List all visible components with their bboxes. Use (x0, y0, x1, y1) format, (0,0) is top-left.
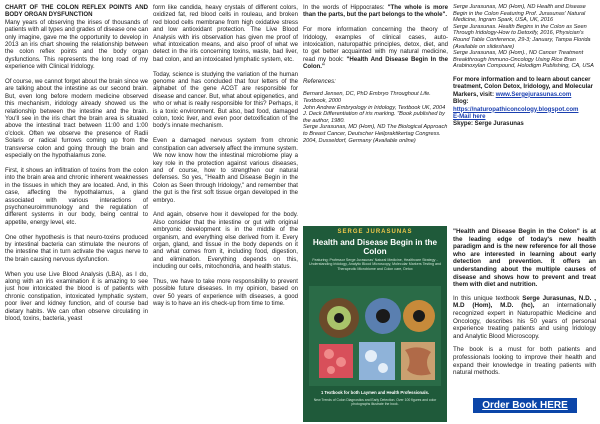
website-link[interactable]: www.Sergejurasunas.com (495, 90, 572, 98)
reference-item: J. Deck Differentiation of iris marking. "Book published by the author, 1980. (303, 111, 445, 124)
reference-item: Bernard Jensen, DC, PhD Embryo Throughout Life. Textbook, 2000 (303, 91, 431, 105)
promo-paragraph (453, 295, 596, 341)
paragraph: Today, science is studying the variation of the human genome and has concluded that four letters of the alphabet of the gene ACGT are responsible for disease and cancer. But, what about epigenetics, and who or what is really responsible for this? Perhaps, it is a toxic environment. But also, bad food, damaged colon, toxic liver, and even poor detoxification of the body's innate mechanism. (153, 70, 298, 130)
cover-author: SERGE JURASUNAS (337, 229, 413, 235)
promo-lead: "Health and Disease Begin in the Colon" is at the leading edge of today's new health paradigm and is the new reference for all those who are interested in learning about early detection and prevention. It offers an understanding about the multiple causes of disease and shows how to prevent and treat them with diet and nutrition. (453, 228, 596, 289)
blog-label: Blog: (453, 98, 469, 106)
paragraph: Even a damaged nervous system from chronic constipation can adversely affect the immune system. We now know how the intestinal microbiome play a key role in the protection against various diseases, and of course, how to strengthen our natural defenses. So yes, "Health and Disease Begin in the Colon as Seen through Iridology," and remember that the gut is the first soft tissue organ developed in the embryo. (153, 137, 298, 204)
reference-item: Serge Jurasunas, MD (Hom), ND Health and Disease Begin in the Colon Featuring Prof. Jurasunas' Natural Medicine, Ingram Spark, USA, UK, 2016 (453, 4, 586, 24)
cover-illustration (309, 286, 441, 386)
article-column-4 (453, 4, 596, 128)
paragraph-lead: For more information concerning the theory of Iridology, examples of clinical cases, auto-intoxication, naturopathic principles, detox, diet, and to get better acquainted with my natural medicine, read my book: (303, 26, 448, 63)
more-info-label: For more information and to learn about cancer treatment, Colon Detox, Iridology, and Molecular Markers, visit: (453, 75, 594, 98)
references-list (303, 91, 448, 144)
paragraph: One other hypothesis is that neuro-toxins produced by intestinal bacteria can stimulate the neurons of the intestine that in turn activate the vagus nerve to the brain causing nervous dysfunction. (5, 233, 148, 263)
paragraph: form like candida, heavy crystals of different colors, oxidized fat, red blood cells in rouleau, and broken red blood cells membrane from high oxidative stress and low antioxidant protection. The Live Blood Analysis with iris observation has given me proof of what intoxication means, and also proof of what we detect in the iris concerning toxins, waste, bad liver, bad colon, and an intoxicated lymphatic system, etc. (153, 4, 298, 63)
references-list (453, 4, 596, 70)
blog-link[interactable]: https://naturopathiconcology.blogspot.com (453, 105, 579, 113)
microscopy-image (359, 342, 395, 380)
paragraph: When you use Live Blood Analysis (LBA), as I do, along with an iris examination it is amazing to see just how intoxicated the blood is of patients with chronic constipation, intoxicated lymphatic system, poor liver and kidney function, and of course bad dietary habits. We can often observe circulating in blood, toxins, bacteria, yeast (5, 270, 148, 322)
book-title: "Health And Disease Begin In the Colon." (303, 55, 449, 71)
promo-text: In this unique textbook (453, 294, 523, 302)
reference-item: John Andrew Embryology in Iridology, Textbook UK, 2004 (303, 104, 446, 111)
contact-block (453, 76, 596, 128)
reference-item: Serge Jurasunas. Health Begins in the Colon as Seen Through Iridology-How to Detoxify, 2016, Physician's Round Table Conference, 29-3; January, Tampa Florida (Available on slideshare) (453, 23, 591, 50)
paragraph (303, 26, 448, 70)
promo-paragraph (453, 228, 596, 289)
section-heading: CHART OF THE COLON REFLEX POINTS AND BODY ORGAN DYSFUNCTION (5, 4, 148, 19)
cover-title: Health and Disease Begin in the Colon (312, 238, 438, 256)
more-info-text (453, 76, 596, 98)
blood-microscopy-image (319, 344, 353, 378)
reference-item: Serge Jurasunas, MD (Hom), ND The Biological Approach to Breast Cancer, Deutscher Heilpraktikertag Congress. 2004, Dusseldorf, Germany (Available online) (303, 124, 448, 144)
cover-footer-tagline: 1 Textbook for both Laymen and Health Professionals. (320, 390, 430, 395)
article-column-2 (153, 4, 298, 315)
paragraph: Thus, we have to take more responsibility to prevent possible future diseases. In my opinion, based on over 50 years of experience with diseases, a good way is to have an iris check-up from time to time. (153, 277, 298, 308)
cover-footer-subtext: New Trends of Colon Diagnostics and Early Detection. Over 100 figures and color photographs illustrate the book. (313, 398, 437, 407)
quote-lead: In the words of Hippocrates: (303, 4, 388, 11)
paragraph: Many years of observing the irises of thousands of patients with all types and grades of disease one can only imagine, gave me the opportunity to develop in 2013 an iris chart showing the relationship between the colon reflex points and the body organ dysfunctions. This represents the long road of my experience with Clinical Iridology. (5, 18, 148, 71)
email-link[interactable]: E-Mail here (453, 112, 486, 120)
references-heading: References: (303, 78, 336, 86)
skype-contact: Skype: Serge Jurasunas (453, 120, 524, 128)
article-column-1 (5, 4, 148, 330)
paragraph: Of course, we cannot forget about the brain since we are talking about the intestine as our second brain. But, even long before modern medicine observed this mechanism, iridology already showed us the relationship between the intestine and the brain. You'll see in the iris chart the brain area is situated above the intestinal tract between 11:00 and 1:00 o'clock. Often we observe the presence of Radii Solaris or radical furrows coming up from the transverse colon and going through the brain and especially on the hypothalamus zone. (5, 78, 148, 160)
hippocrates-quote (303, 4, 448, 19)
quote-text: "The whole is more than the parts, but the part belongs to the whole". (303, 4, 448, 19)
promo-paragraph: The book is a must for both patients and professionals looking to improve their health and expand their knowledge in treating patients with natural methods. (453, 346, 596, 377)
promo-text: an internationally recognized expert in Naturopathic Medicine and Oncology, describes his 50 years of personal experience treating patients and using Iridology and Analytic Blood Microscopy. (453, 302, 597, 340)
order-book-button[interactable]: Order Book HERE (473, 398, 577, 413)
paragraph: And again, observe how it developed for the body. Also consider that the intestine or gut with original embryonic development is in the middle of the organism, and everything else derived from it. Every organ, gland, and tissue in the body depends on it and what comes from it, including food, digestion, and elimination. Everything depends on this, including our cells, mitochondria, and health status. (153, 211, 298, 271)
article-column-3 (303, 4, 448, 144)
book-promo (453, 228, 596, 383)
paragraph: First, it shows an infiltration of toxins from the colon into the brain area and chronic inherent weaknesses in the tissues in which they are located. And, in this case, affecting the hypothalamus, a gland associated with various interactions of psychoneuroimmunology and the regulation of different systems in our body, being central to appetite, energy level, etc. (5, 166, 148, 226)
cover-featuring: Featuring: Professor Serge Jurasunas' Natural Medicine, Healthcare Strategy - Understanding Iridology, Analytic Blood Microscopy, Molecular Markers Testing and Therapeutic Microbiome and Colon care, Detox (308, 258, 442, 271)
author-credentials: Serge Jurasunas, N.D. , M.D (Hom), M.D. (hc), (453, 294, 597, 310)
book-cover (303, 226, 447, 422)
reference-item: Serge Jurasunas, MD (Hom)., ND Cancer Treatment Breakthrough Immuno-Oncology Using Rice Bran Arabinoxylan Compound, Holodigm Publishing, CA, USA (453, 50, 594, 70)
